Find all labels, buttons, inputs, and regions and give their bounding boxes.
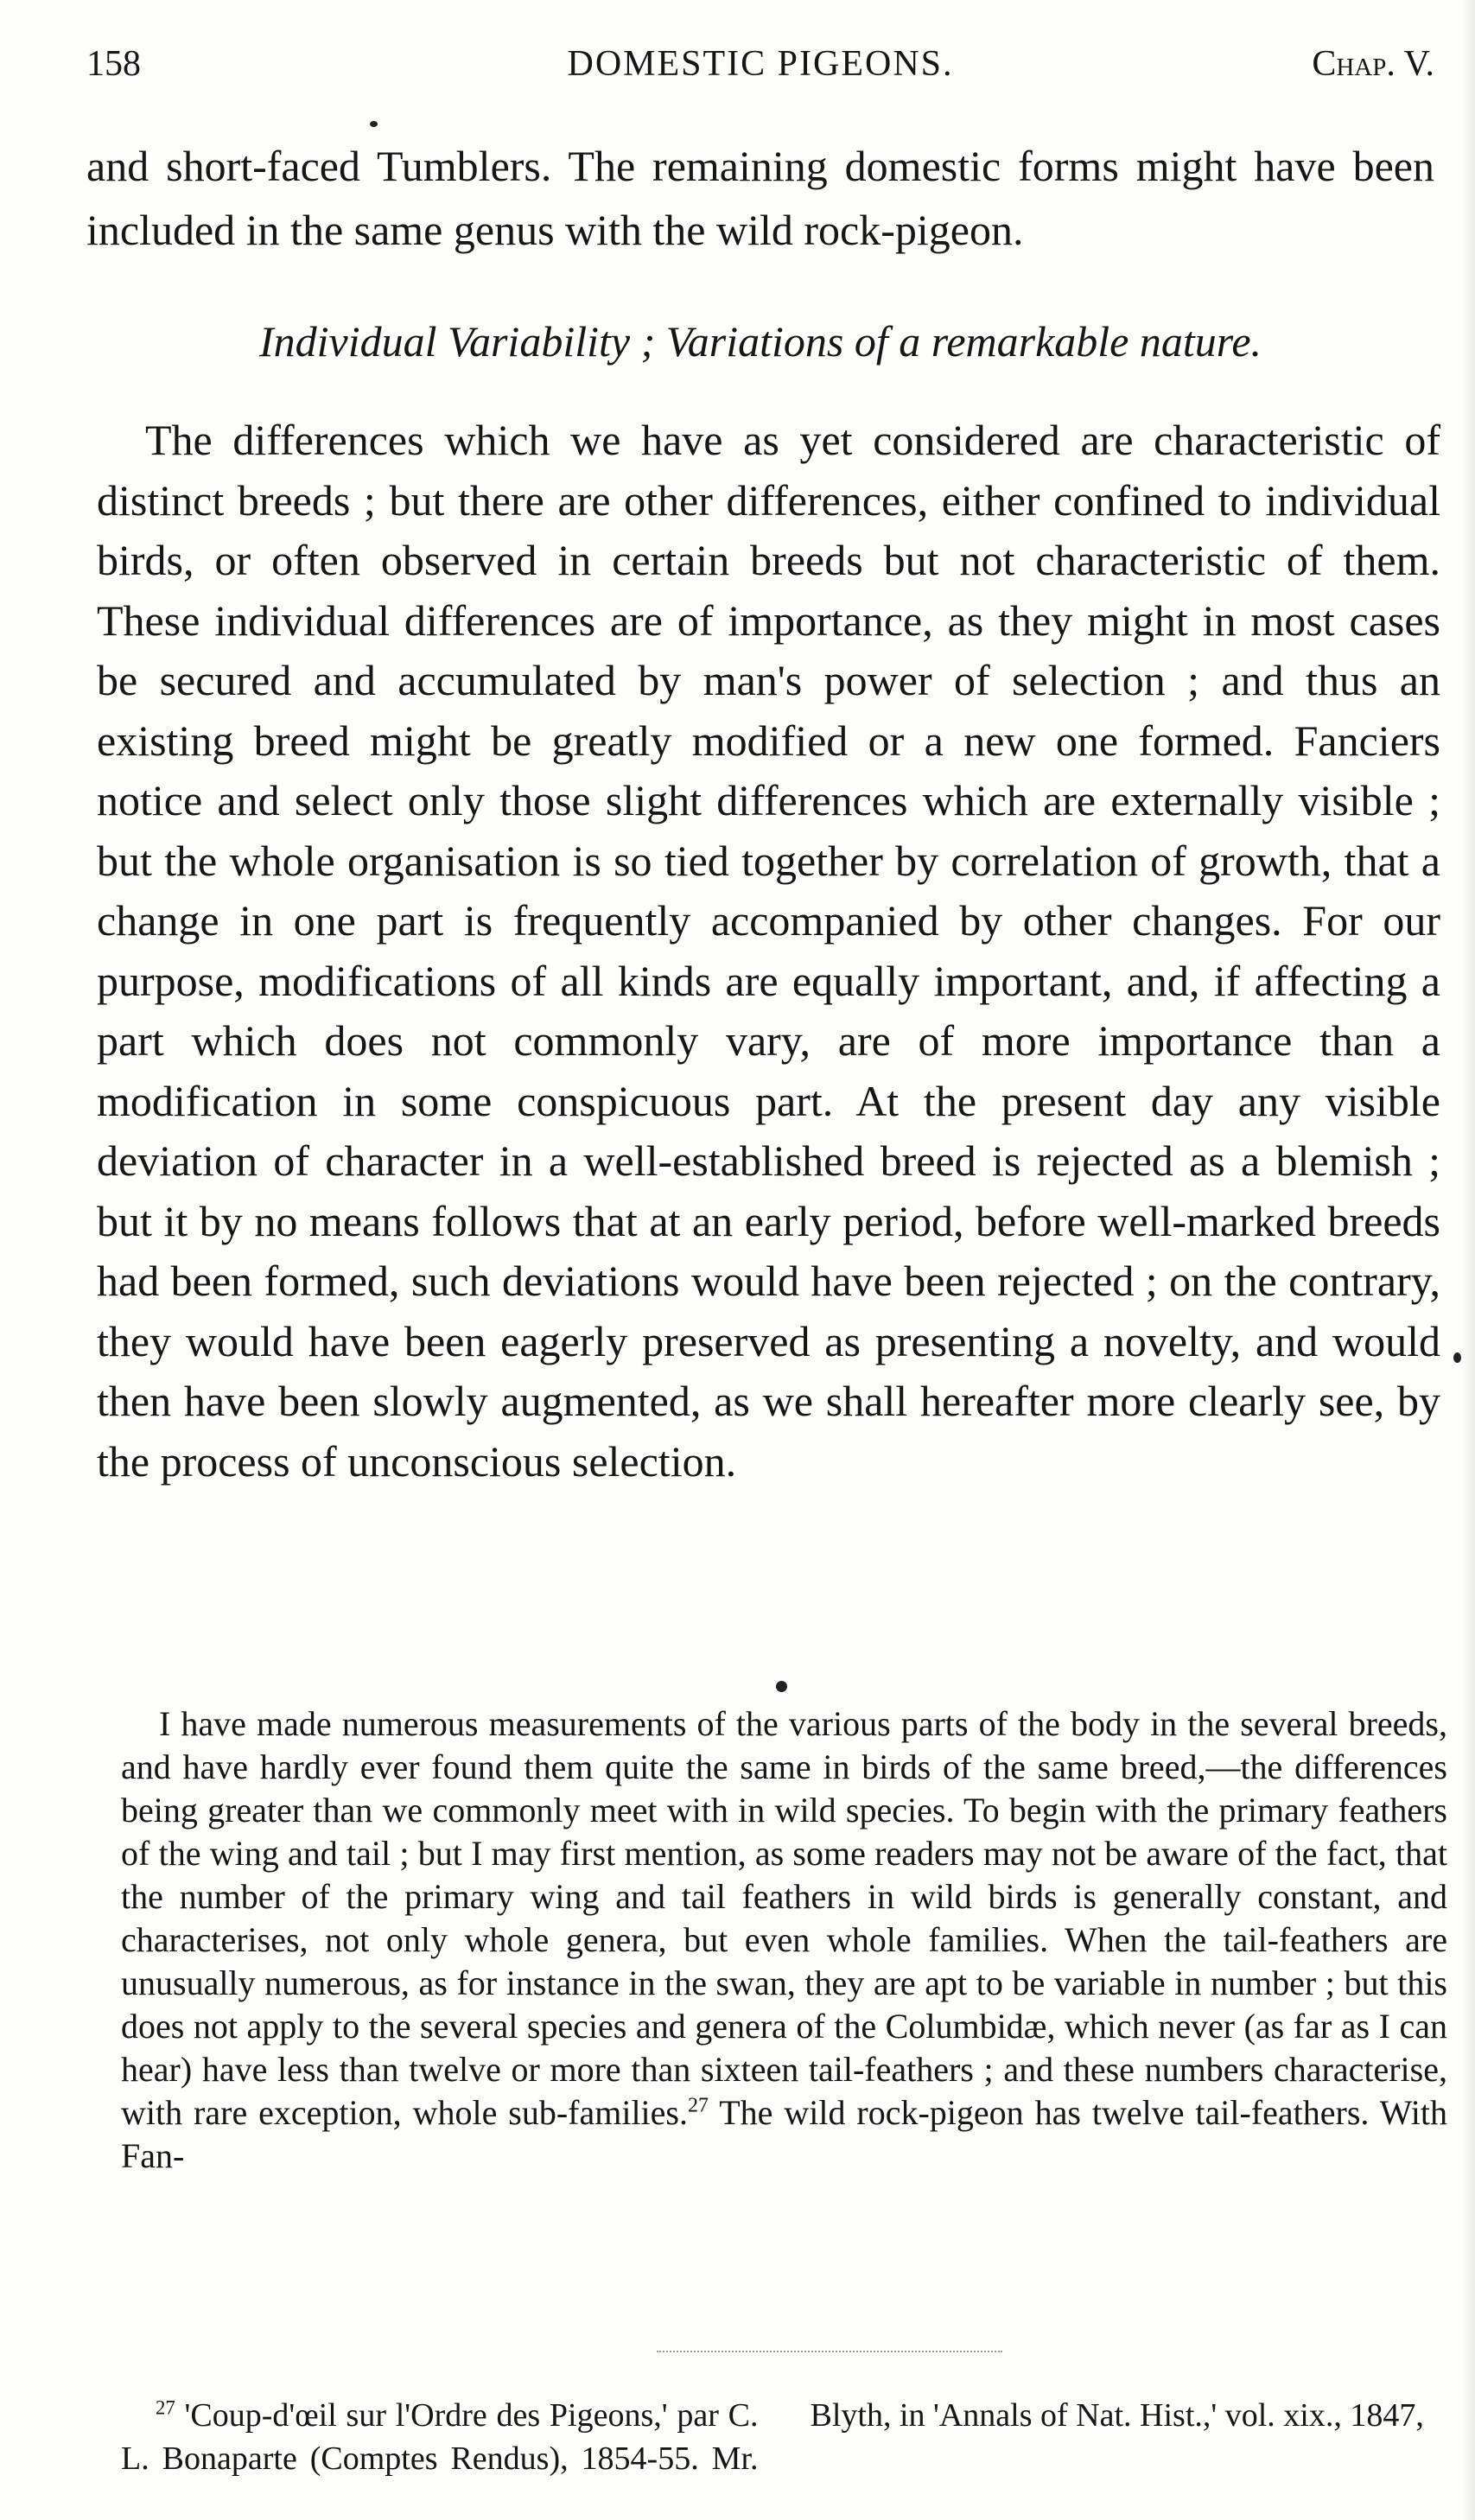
small-print-paragraph: [121, 1702, 1447, 2178]
running-head: [86, 43, 1434, 104]
footnotes: [121, 2394, 1447, 2480]
footnote-27: [121, 2394, 1447, 2480]
footnote-rule: [657, 2351, 1002, 2352]
main-paragraph: The differences which we have as yet considered are characteristic of distinct breeds ; but there are other differences, either confined to individual birds, or often observed in certain breeds but not characteristic of them. These individual differences are of importance, as they might in most cases be secured and accumulated by man's power of selection ; and thus an existing breed might be greatly modified or a new one formed. Fanciers notice and select only those slight differences which are externally visible ; but the whole organisation is so tied together by correlation of growth, that a change in one part is frequently accompanied by other changes. For our purpose, modifications of all kinds are equally important, and, if affecting a part which does not commonly vary, are of more importance than a modification in some conspicuous part. At the present day any visible deviation of character in a well-established breed is rejected as a blemish ; but it by no means follows that at an early period, before well-marked breeds had been formed, such deviations would have been rejected ; on the contrary, they would have been eagerly preserved as presenting a novelty, and would then have been slowly augmented, as we shall hereafter more clearly see, by the process of unconscious selection.: [97, 416, 1440, 1486]
footnote-text: 'Coup-d'œil sur l'Ordre des Pigeons,' par C. L. Bonaparte (Comptes Rendus), 1854-55. Mr. Blyth, in 'Annals of Nat. Hist.,' vol. xix., 1847,: [121, 2397, 1424, 2477]
small-print-text-continued: The wild rock-pigeon has twelve tail-feathers. With Fan-: [121, 2093, 1447, 2175]
footnote-marker: 27: [156, 2396, 175, 2419]
footnote-reference[interactable]: 27: [688, 2094, 709, 2117]
small-print-text: I have made numerous measurements of the various parts of the body in the several breeds, and have hardly ever found them quite the same in birds of the same breed,—the differences being greater than we commonly meet with in wild species. To begin with the primary feathers of the wing and tail ; but I may first mention, as some readers may not be aware of the fact, that the number of the primary wing and tail feathers in wild birds is generally constant, and characterises, not only whole genera, but even whole families. When the tail-feathers are unusually numerous, as for instance in the swan, they are apt to be variable in number ; but this does not apply to the several species and genera of the Columbidæ, which never (as far as I can hear) have less than twelve or more than sixteen tail-feathers ; and these numbers characterise, with rare exception, whole sub-families.: [121, 1704, 1447, 2132]
page-number: 158: [86, 44, 141, 84]
continuation-text: and short-faced Tumblers. The remaining domestic forms might have been included in the same genus with the wild rock-pigeon.: [86, 142, 1434, 254]
running-title: DOMESTIC PIGEONS.: [567, 44, 954, 84]
section-heading: Individual Variability ; Variations of a remarkable nature.: [258, 317, 1262, 366]
scan-speck: [370, 121, 378, 127]
scan-speck: [1453, 1352, 1461, 1363]
scan-speck: [776, 1681, 787, 1692]
chapter-label: Chap. V.: [1312, 44, 1434, 84]
page-edge-shadow: [1463, 0, 1475, 2520]
